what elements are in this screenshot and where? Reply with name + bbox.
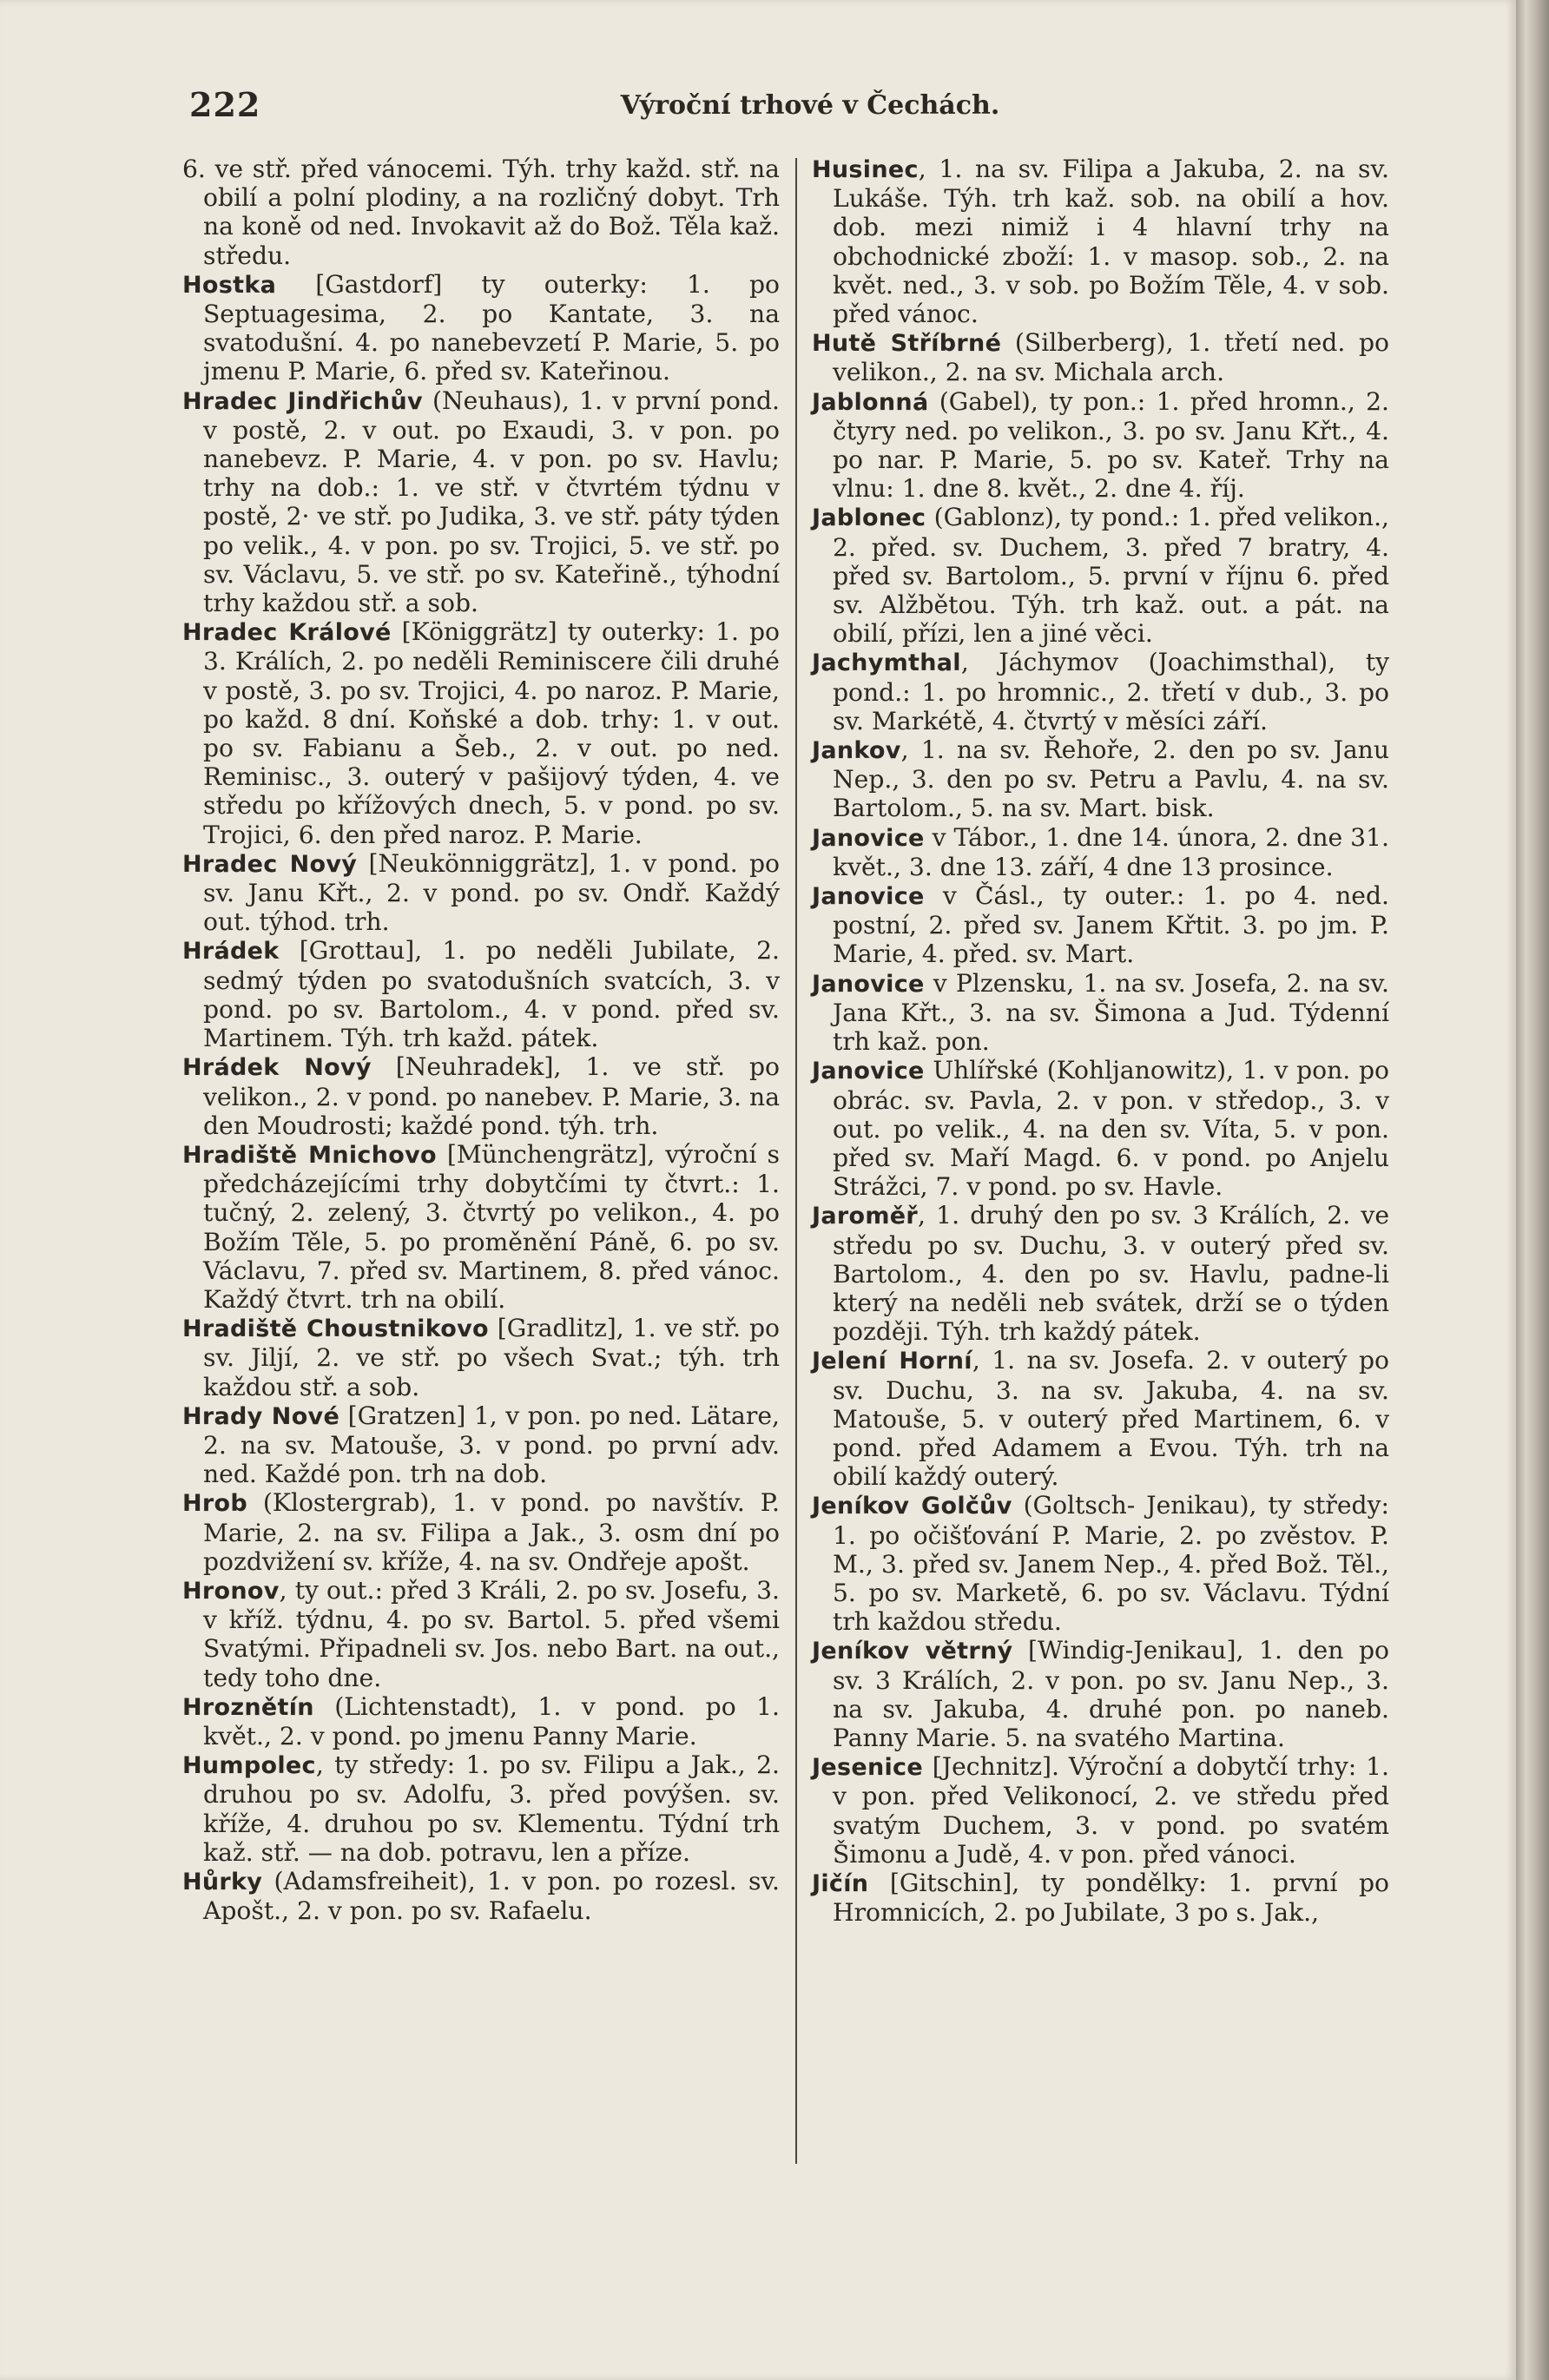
entry-text: (Klostergrab), 1. v pond. po navštív. P. Marie, 2. na sv. Filipa a Jak., 3. osm dní po pozdvižení sv. kříže, 4. na sv. Ondřeje apošt. bbox=[203, 1488, 780, 1576]
entry-text: [Königgrätz] ty outerky: 1. po 3. Králích, 2. po neděli Reminiscere čili druhé v postě, 3. po sv. Trojici, 4. po naroz. P. Marie, po každ. 8 dní. Koňské a dob. trhy: 1. v out. po sv. Fabianu a Šeb., 2. v out. po ned. Reminisc., 3. outerý v pašijový týden, 4. ve středu po křížových dnech, 5. v pond. po sv. Trojici, 6. den před naroz. P. Marie. bbox=[203, 617, 780, 849]
gazetteer-entry bbox=[812, 503, 1389, 648]
gazetteer-entry bbox=[182, 936, 780, 1052]
gazetteer-entry bbox=[812, 1636, 1389, 1752]
entry-headword: Hradiště Mnichovo bbox=[182, 1141, 437, 1169]
entry-headword: Hroznětín bbox=[182, 1693, 314, 1721]
gazetteer-entry bbox=[812, 1491, 1389, 1636]
entry-headword: Hrob bbox=[182, 1490, 247, 1518]
entry-text: , ty out.: před 3 Králi, 2. po sv. Josefu, 3. v kříž. týdnu, 4. po sv. Bartol. 5. před všemi Svatými. Připadneli sv. Jos. nebo Bart. na out., tedy toho dne. bbox=[203, 1575, 780, 1692]
entry-headword: Hutě Stříbrné bbox=[812, 330, 1002, 358]
gazetteer-entry bbox=[812, 881, 1389, 969]
entry-headword: Hradec Jindřichův bbox=[182, 387, 423, 415]
entry-text: (Gabel), ty pon.: 1. před hromn., 2. čtyry ned. po velikon., 3. po sv. Janu Křt., 4. po nar. P. Marie, 5. po sv. Kateř. Trhy na vlnu: 1. dne 8. květ., 2. dne 4. říj. bbox=[833, 386, 1389, 504]
entry-headword: Jablonná bbox=[812, 388, 929, 416]
entry-text: (Silberberg), 1. třetí ned. po velikon., 2. na sv. Michala arch. bbox=[833, 328, 1390, 387]
page-edge bbox=[1516, 0, 1549, 2380]
entry-text: v Tábor., 1. dne 14. února, 2. dne 31. květ., 3. dne 13. září, 4 dne 13 prosince. bbox=[833, 822, 1389, 881]
page-header bbox=[189, 85, 1396, 134]
entry-headword: Hrady Nové bbox=[182, 1402, 340, 1430]
entry-headword: Husinec bbox=[812, 156, 919, 183]
entry-text: [Grottau], 1. po neděli Jubilate, 2. sedmý týden po svatodušních svatcích, 3. v pond. po sv. Bartolom., 4. v pond. před sv. Martinem. Týh. trh každ. pátek. bbox=[203, 936, 780, 1053]
gazetteer-entry bbox=[182, 1576, 780, 1692]
entry-text: [Neukönniggrätz], 1. v pond. po sv. Janu Křt., 2. v pond. po sv. Ondř. Každý out. týhod. trh. bbox=[203, 848, 780, 937]
gazetteer-entry bbox=[812, 1201, 1389, 1346]
entry-headword: Hronov bbox=[182, 1577, 280, 1605]
entry-text: [Neuhradek], 1. ve stř. po velikon., 2. v pond. po nanebev. P. Marie, 3. na den Moudrosti; každé pond. týh. trh. bbox=[203, 1052, 780, 1140]
entry-text: (Goltsch- Jenikau), ty středy: 1. po očišťování P. Marie, 2. po zvěstov. P. M., 3. před sv. Janem Nep., 4. před Bož. Těl., 5. po sv. Marketě, 6. po sv. Václavu. Týdní trh každou středu. bbox=[833, 1491, 1389, 1637]
gazetteer-entry bbox=[812, 328, 1389, 386]
gazetteer-entry bbox=[812, 387, 1389, 504]
entry-text: , 1. na sv. Josefa. 2. v outerý po sv. Duchu, 3. na sv. Jakuba, 4. na sv. Matouše, 5. v outerý před Martinem, 6. v pond. před Adamem a Evou. Týh. trh na obilí každý outerý. bbox=[833, 1346, 1389, 1492]
entry-text: v Plzensku, 1. na sv. Josefa, 2. na sv. Jana Křt., 3. na sv. Šimona a Jud. Týdenní trh kaž. pon. bbox=[833, 968, 1389, 1057]
gazetteer-entry bbox=[182, 1692, 780, 1750]
column-divider bbox=[795, 158, 797, 2164]
gazetteer-entry bbox=[182, 1867, 780, 1925]
entry-text: (Adamsfreiheit), 1. v pon. po rozesl. sv. Apošt., 2. v pon. po sv. Rafaelu. bbox=[203, 1866, 780, 1926]
entry-headword: Jeníkov větrný bbox=[812, 1638, 1013, 1665]
running-title: Výroční trhové v Čechách. bbox=[620, 90, 1000, 121]
entry-headword: Humpolec bbox=[182, 1752, 316, 1780]
entry-text: [Gastdorf] ty outerky: 1. po Septuagesima, 2. po Kantate, 3. na svatodušní. 4. po nanebevzetí P. Marie, 5. po jmenu P. Marie, 6. před sv. Kateřinou. bbox=[203, 269, 780, 386]
entry-headword: Hradec Králové bbox=[182, 619, 392, 647]
gazetteer-entry bbox=[812, 1752, 1389, 1869]
gazetteer-entry bbox=[812, 155, 1389, 328]
gazetteer-entry bbox=[182, 617, 780, 849]
gazetteer-entry bbox=[182, 1314, 780, 1401]
gazetteer-entry bbox=[182, 1401, 780, 1489]
gazetteer-entry bbox=[812, 823, 1389, 881]
entry-text: , Jáchymov (Joachimsthal), ty pond.: 1. po hromnic., 2. třetí v dub., 3. po sv. Markétě, 4. čtvrtý v měsíci září. bbox=[833, 648, 1389, 735]
entry-headword: Janovice bbox=[812, 883, 925, 911]
gazetteer-entry bbox=[812, 735, 1389, 823]
entry-text: 6. ve stř. před vánocemi. Týh. trhy každ. stř. na obilí a polní plodiny, a na rozličný dobyt. Trh na koně od ned. Invokavit až do Bož. Těla kaž. středu. bbox=[182, 155, 780, 270]
gazetteer-entry bbox=[812, 969, 1389, 1057]
page-number: 222 bbox=[189, 85, 261, 124]
gazetteer-entry bbox=[182, 849, 780, 937]
entry-headword: Jankov bbox=[812, 737, 901, 765]
entry-text: , 1. druhý den po sv. 3 Králích, 2. ve středu po sv. Duchu, 3. v outerý před sv. Bartolom., 4. den po sv. Havlu, padne-li který na neděli neb svátek, drží se o týden později. Týh. trh každý pátek. bbox=[833, 1201, 1389, 1347]
entry-headword: Hradec Nový bbox=[182, 850, 358, 878]
gazetteer-entry bbox=[182, 1052, 780, 1140]
gazetteer-entry bbox=[182, 1140, 780, 1314]
gazetteer-entry bbox=[182, 270, 780, 386]
entry-text: Uhlířské (Kohljanowitz), 1. v pon. po obrác. sv. Pavla, 2. v pon. v středop., 3. v out. po velik., 4. na den sv. Víta, 5. v pon. před sv. Maří Magd. 6. v pond. po Anjelu Strážci, 7. v pond. po sv. Havle. bbox=[833, 1056, 1389, 1202]
entry-headword: Hrádek Nový bbox=[182, 1054, 372, 1082]
entry-text: [Gitschin], ty pondělky: 1. první po Hromnicích, 2. po Jubilate, 3 po s. Jak., bbox=[833, 1868, 1389, 1928]
entry-text: [Jechnitz]. Výroční a dobytčí trhy: 1. v pon. před Velikonocí, 2. ve středu před svatým Duchem, 3. v pond. po svatém Šimonu a Judě, 4. v pon. před vánoci. bbox=[833, 1752, 1389, 1869]
right-column bbox=[812, 155, 1389, 1927]
entry-headword: Hrádek bbox=[182, 938, 280, 966]
entry-text: [Gratzen] 1, v pon. po ned. Lätare, 2. na sv. Matouše, 3. v pond. po první adv. ned. Každé pon. trh na dob. bbox=[203, 1401, 780, 1489]
entry-text: [Münchengrätz], výroční s předcházejícími trhy dobytčími ty čtvrt.: 1. tučný, 2. zelený, 3. čtvrtý po velikon., 4. po Božím Těle, 5. po proměnění Páně, 6. po sv. Václavu, 7. před sv. Martinem, 8. před vánoc. Každý čtvrt. trh na obilí. bbox=[203, 1139, 780, 1314]
gazetteer-entry bbox=[812, 1346, 1389, 1491]
entry-headword: Hůrky bbox=[182, 1868, 263, 1895]
gazetteer-entry bbox=[182, 1488, 780, 1576]
gazetteer-entry bbox=[812, 648, 1389, 735]
entry-text: [Gradlitz], 1. ve stř. po sv. Jiljí, 2. ve stř. po všech Svat.; týh. trh každou stř. a sob. bbox=[203, 1314, 780, 1401]
entry-headword: Jeníkov Golčův bbox=[812, 1493, 1012, 1520]
entry-headword: Jachymthal bbox=[812, 649, 961, 677]
gazetteer-entry bbox=[182, 155, 780, 270]
gazetteer-entry bbox=[812, 1869, 1389, 1927]
entry-text: , 1. na sv. Filipa a Jakuba, 2. na sv. Lukáše. Týh. trh kaž. sob. na obilí a hov. dob. mezi nimiž i 4 hlavní trhy na obchodnické zboží: 1. v masop. sob., 2. na květ. ned., 3. v sob. po Božím Těle, 4. v sob. před vánoc. bbox=[833, 155, 1389, 329]
entry-headword: Jablonec bbox=[812, 504, 926, 532]
gazetteer-entry bbox=[812, 1056, 1389, 1201]
gazetteer-entry bbox=[182, 386, 780, 618]
entry-text: v Čásl., ty outer.: 1. po 4. ned. postní, 2. před sv. Janem Křtit. 3. po jm. P. Marie, 4. před. sv. Mart. bbox=[833, 881, 1389, 969]
entry-headword: Jelení Horní bbox=[812, 1348, 972, 1375]
entry-headword: Janovice bbox=[812, 824, 925, 852]
entry-headword: Janovice bbox=[812, 970, 925, 998]
entry-text: [Windig-Jenikau], 1. den po sv. 3 Králích, 2. v pon. po sv. Janu Nep., 3. na sv. Jakuba, 4. druhé pon. po naneb. Panny Marie. 5. na svatého Martina. bbox=[833, 1636, 1389, 1752]
entry-text: (Neuhaus), 1. v první pond. v postě, 2. v out. po Exaudi, 3. v pon. po nanebevz. P. Marie, 4. v pon. po sv. Havlu; trhy na dob.: 1. ve stř. v čtvrtém týdnu v postě, 2· ve stř. po Judika, 3. ve stř. páty týden po velik., 4. v pon. po sv. Trojici, 5. ve stř. po sv. Václavu, 5. ve stř. po sv. Kateřině., týhodní trhy každou stř. a sob. bbox=[203, 386, 781, 618]
gazetteer-entry bbox=[182, 1750, 780, 1867]
entry-text: (Lichtenstadt), 1. v pond. po 1. květ., 2. v pond. po jmenu Panny Marie. bbox=[203, 1691, 780, 1750]
entry-text: , ty středy: 1. po sv. Filipu a Jak., 2. druhou po sv. Adolfu, 3. před povýšen. sv. kříže, 4. druhou po sv. Klementu. Týdní trh kaž. stř. — na dob. potravu, len a příze. bbox=[203, 1750, 780, 1867]
entry-headword: Hradiště Choustnikovo bbox=[182, 1315, 489, 1343]
entry-headword: Hostka bbox=[182, 271, 277, 299]
entry-headword: Jesenice bbox=[812, 1754, 923, 1782]
entry-text: , 1. na sv. Řehoře, 2. den po sv. Janu Nep., 3. den po sv. Petru a Pavlu, 4. na sv. Bartolom., 5. na sv. Mart. bisk. bbox=[833, 735, 1389, 823]
entry-headword: Jaroměř bbox=[812, 1203, 918, 1230]
left-column bbox=[182, 155, 780, 1925]
entry-headword: Janovice bbox=[812, 1058, 925, 1085]
entry-headword: Jičín bbox=[812, 1869, 869, 1897]
entry-text: (Gablonz), ty pond.: 1. před velikon., 2. před. sv. Duchem, 3. před 7 bratry, 4. před sv. Bartolom., 5. první v říjnu 6. před sv. Alžbětou. Týh. trh kaž. out. a pát. na obilí, přízi, len a jiné věci. bbox=[833, 503, 1389, 649]
